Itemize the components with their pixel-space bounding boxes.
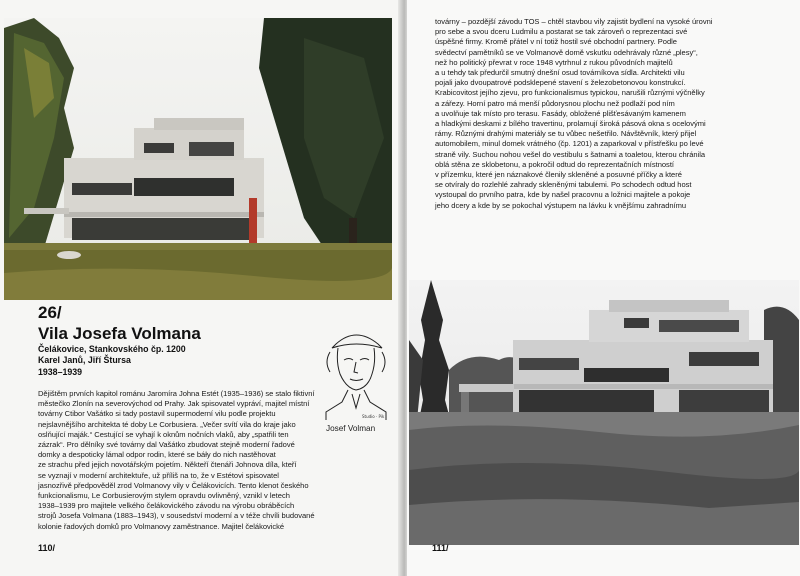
portrait-caption: Josef Volman [326,424,376,433]
text-line: a u tehdy tak předurčil smutný dnešní osud továrníkova sídla. Architekti vilu [435,68,685,78]
text-line: rámy. Různými drahými materiály se tu vůbec nešetřilo. Návštěvník, který přijel [435,129,697,139]
text-line: zázrak“. Pro dělníky své továrny dal Vašátko zbudovat stejně moderní řadové [38,440,295,450]
text-line: strojů Josefa Volmana (1883–1943), v sousedství moderní a v téže chvíli budované [38,511,315,521]
address: Čelákovice, Stankovského čp. 1200 [38,344,186,354]
text-line: svědectví pamětníků se ve Volmanově domě vskutku odehrávaly různé „plesy“, [435,47,698,57]
years: 1938–1939 [38,366,83,377]
text-line: vystoupal do prvního patra, kde by našel pracovnu a ložnici majitele a pokoje [435,190,691,200]
entry-meta [38,344,186,378]
text-line: straně vily. Suchou nohou vešel do vestibulu s šatnami a toaletou, kterou chránila [435,149,706,159]
text-line: než ho politický převrat v roce 1948 vytrhnul z rukou původních majitelů [435,57,673,67]
text-line: pojali jako dvoupatrové podsklepené stavení s železobetonovou konstrukcí. [435,78,686,88]
text-line: továrny – pozdější závodu TOS – chtěl stavbou vily zajistit bydlení na vysoké úrovni [435,17,713,26]
text-line: se otvíraly do rozlehlé zahrady skleněnými tabulemi. Po schodech odtud host [435,180,692,190]
page-title: Vila Josefa Volmana [38,324,201,343]
text-line: nejslavnějšího architekta té doby Le Corbusiera. „Večer svítí vila do kraje jako [38,419,296,429]
text-line: a hladkými deskami z bílého travertinu, prolamují široká pásová okna s ocelovými [435,119,706,129]
text-line: funkcionalismu, Le Corbusierovým stylem opravdu ovlivněný, vznikl v letech [38,491,290,501]
text-line: a uvolňuje tak místo pro terasu. Fasády, obložené plišťesávaným kamenem [435,108,686,118]
architects: Karel Janů, Jiří Štursa [38,355,131,366]
text-line: 1938–1939 pro majitele velkého čelákovického závodu na výrobu obráběcích [38,501,295,511]
right-body-text [435,17,712,211]
page-number-left: 110/ [38,543,56,553]
text-line: ze strachu před jejich novotářským pojetím. Někteří čtenáři Johnova díla, kteří [38,460,297,470]
text-line: automobilem, minul domek vrátného (čp. 1201) a zaparkoval v přístřešku po levé [435,139,704,149]
text-line: a zářezy. Horní patro má menší půdorysnou plochu než podlaží pod ním [435,98,675,108]
text-line: v přízemku, které jen náznakové členily skleněné a posuvné příčky a které [435,170,682,180]
text-line: pro sebe a svou dceru Ludmilu a postarat se tak zároveň o reprezentaci své [435,27,688,37]
left-body-text [38,389,315,532]
entry-number: 26/ [38,303,62,322]
text-line: továrny Ctibor Vašátko si tady postavil supermoderní vilu podle projektu [38,409,276,419]
text-line: oblá stěna ze sklobetonu, a pokročil odtud do reprezentačních místností [435,159,674,169]
text-line: domky a despoticky lámal odpor rodin, které se báły do nich nastěhovat [38,450,276,460]
svg-text:Studio · Pik: Studio · Pik [362,414,385,419]
text-line: Dějištěm prvních kapitol románu Jaromíra Johna Estét (1935–1936) se stalo fiktivní [38,389,315,398]
text-line: kolonie řadových domků pro Volmanovy zaměstnance. Majitel čelákovické [38,521,285,531]
text-line: úspěšné firmy. Kromě přátel v ní totiž hostil své obchodní partnery. Podle [435,37,677,47]
portrait-sketch [322,322,390,420]
text-line: se vyznají v moderní architektuře, už příliš na to, že v Estétovi spisovatel [38,470,279,480]
text-line: městečko Zlonín na severovýchod od Prahy. Jak spisovatel vypráví, majitel místní [38,399,310,409]
villa-bw-photo [409,280,799,545]
text-line: jasnozřivě předpověděl zrod Volmanovy vily v Čelákovicích. Tento klenot českého [38,480,309,490]
text-line: jeho dcery a kde by se pokochal výstupem na lávku k vnějšímu zahradnímu [435,200,687,210]
villa-color-photo [4,18,392,300]
text-line: oslňující maják.“ Cestující se vyhají k oknům nočních vlaků, aby „spatřili ten [38,429,289,439]
page-number-right: 111/ [432,543,449,553]
text-line: Krabicovitost jejího zjevu, pro funkcionalismus typickou, narušili různými výčnělky [435,88,705,98]
